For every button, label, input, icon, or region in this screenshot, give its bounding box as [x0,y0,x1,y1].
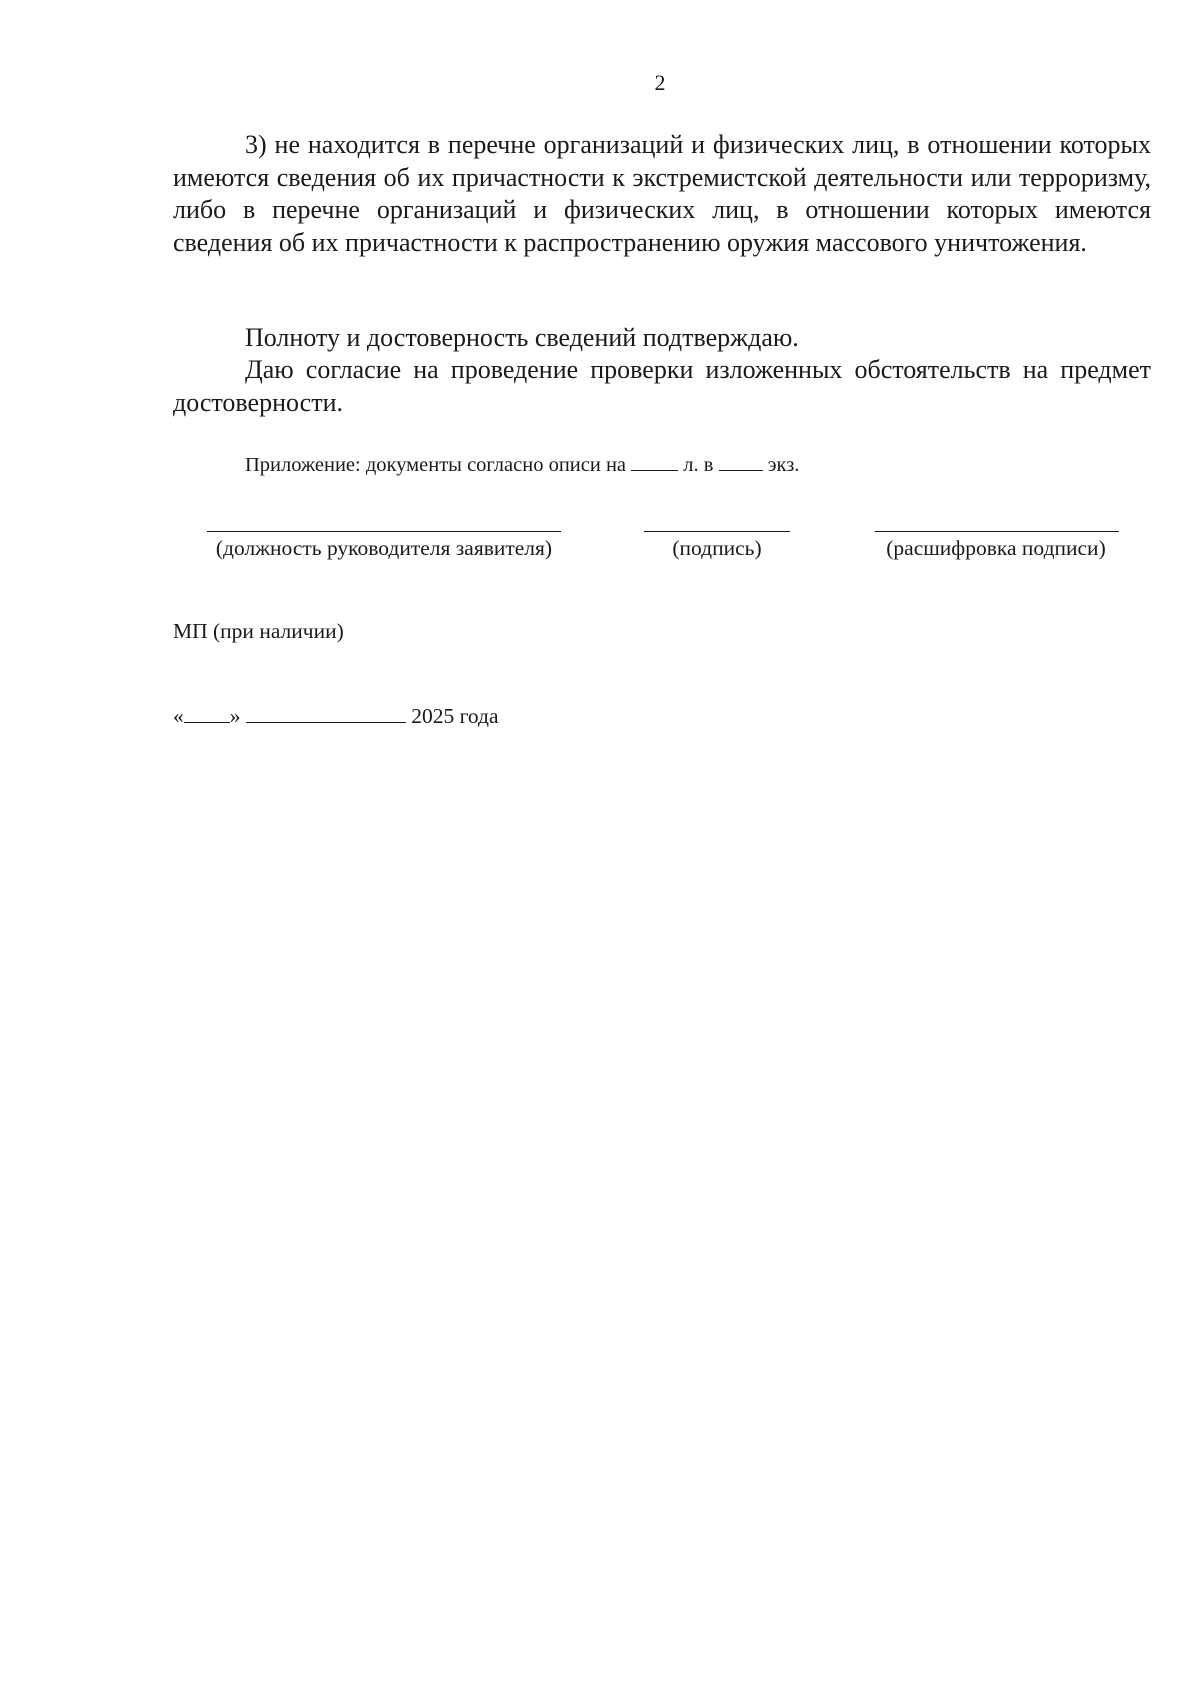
date-close-quote: » [229,704,241,728]
paragraph-item-3: 3) не находится в перечне организаций и физических лиц, в отношении которых имеются сведения об их причастности к экстремистской деятельности или терроризму, либо в перечне организаций и физических лиц, в отношении которых имеются сведения об их причастности к распространению оружия массового уничтожения. [173,130,1151,257]
position-blank-line[interactable] [207,531,561,532]
date-line [173,702,499,729]
attachment-middle: л. в [683,454,714,476]
attachment-suffix: экз. [767,454,800,476]
name-blank-line[interactable] [875,531,1119,532]
attachment-prefix: Приложение: документы согласно описи на [245,454,627,476]
date-year: 2025 года [411,704,499,728]
day-blank[interactable] [184,702,230,723]
date-open-quote: « [173,704,184,728]
name-label: (расшифровка подписи) [886,536,1106,560]
position-label: (должность руководителя заявителя) [215,536,553,560]
copies-count-blank[interactable] [719,450,763,471]
page-number: 2 [654,70,666,95]
signature-label: (подпись) [672,536,762,560]
stamp-place: МП (при наличии) [173,619,344,643]
paragraph-confirmation: Полноту и достоверность сведений подтверждаю. [245,323,799,352]
sheets-count-blank[interactable] [631,450,678,471]
paragraph-consent: Даю согласие на проведение проверки изложенных обстоятельств на предмет достоверности. [173,355,1151,417]
signature-blank-line[interactable] [644,531,790,532]
month-blank[interactable] [246,702,406,723]
attachment-line [245,450,799,478]
